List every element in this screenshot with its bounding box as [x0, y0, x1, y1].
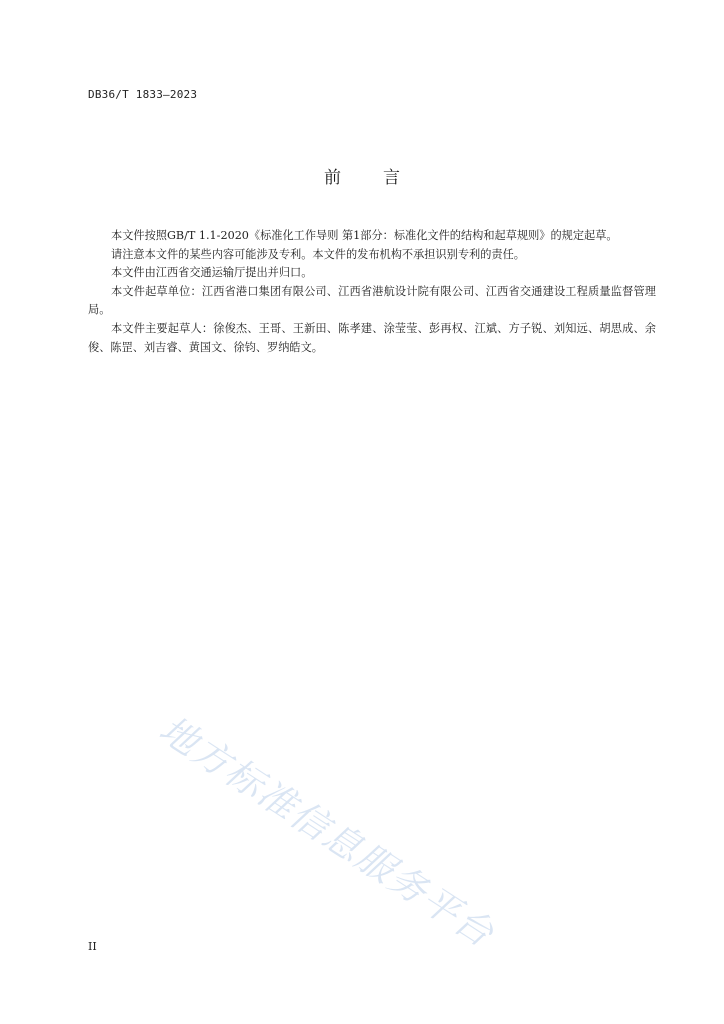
page-title — [0, 163, 724, 188]
document-code: DB36/T 1833—2023 — [88, 88, 198, 101]
page-number: II — [88, 940, 97, 953]
title-char-2: 言 — [383, 168, 400, 188]
foreword-body — [88, 227, 656, 357]
title-char-1: 前 — [324, 168, 341, 188]
paragraph-structure-standard: 本文件按照GB/T 1.1-2020《标准化工作导则 第1部分：标准化文件的结构和起草规则》的规定起草。 — [111, 229, 618, 242]
paragraph-drafters: 本文件主要起草人：徐俊杰、王哥、王新田、陈孝建、涂莹莹、彭再权、江斌、方子锐、刘知远、胡思成、余俊、陈罡、刘吉睿、黄国文、徐钧、罗纳皓文。 — [88, 321, 656, 354]
watermark: 地方标准信息服务平台 — [151, 707, 503, 957]
paragraph-patent-notice: 请注意本文件的某些内容可能涉及专利。本文件的发布机构不承担识别专利的责任。 — [111, 247, 525, 261]
paragraph-proposer: 本文件由江西省交通运输厅提出并归口。 — [111, 266, 313, 280]
paragraph-drafting-units: 本文件起草单位：江西省港口集团有限公司、江西省港航设计院有限公司、江西省交通建设工程质量监督管理局。 — [88, 284, 656, 317]
